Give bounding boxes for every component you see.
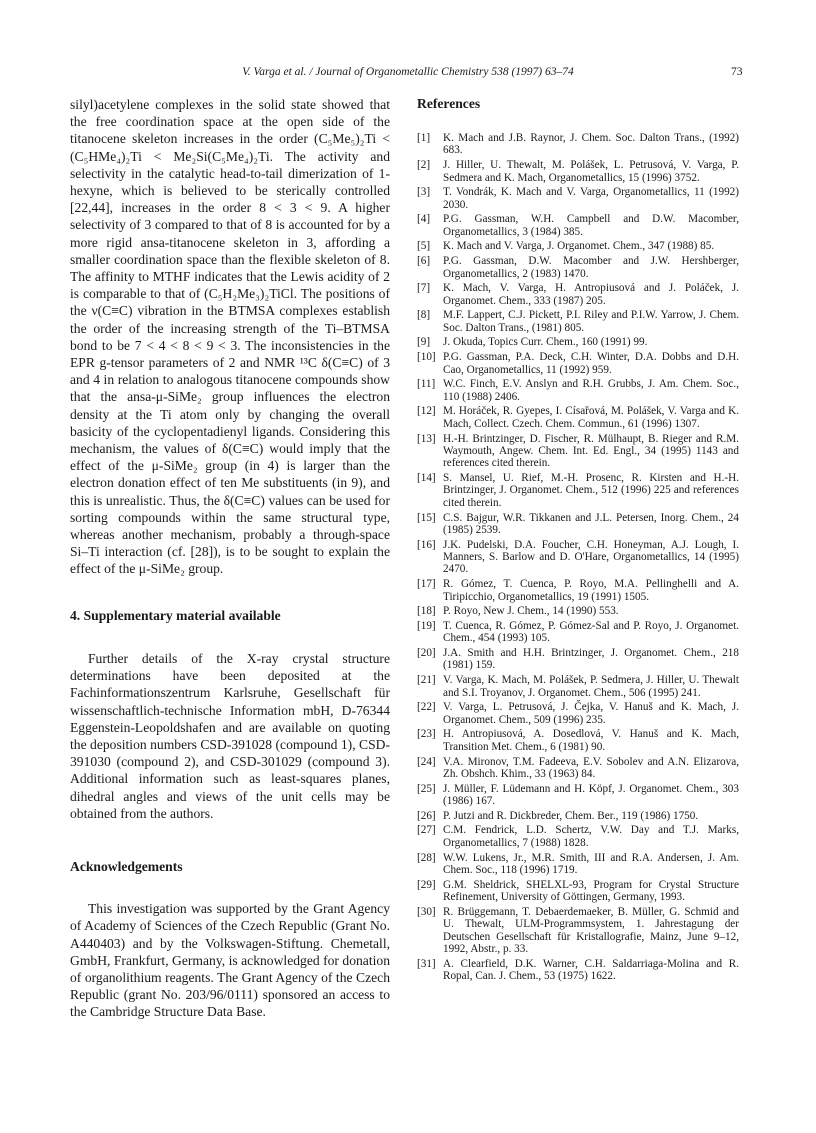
- supplementary-heading: 4. Supplementary material available: [70, 607, 281, 623]
- running-header: V. Varga et al. / Journal of Organometallic Chemistry 538 (1997) 63–74: [242, 66, 574, 78]
- reference-text: M. Horáček, R. Gyepes, I. Císařová, M. Polášek, V. Varga and K. Mach, Collect. Czech. Chem. Commun., 61 (1996) 1307.: [443, 405, 739, 430]
- reference-text: C.M. Fendrick, L.D. Schertz, V.W. Day and T.J. Marks, Organometallics, 7 (1988) 1828.: [443, 824, 739, 849]
- reference-text: V. Varga, L. Petrusová, J. Čejka, V. Hanuš and K. Mach, J. Organomet. Chem., 509 (1996) 235.: [443, 701, 739, 726]
- reference-item: [417, 282, 739, 307]
- reference-text: H. Antropiusová, A. Dosedlová, V. Hanuš and K. Mach, Transition Met. Chem., 6 (1981) 90.: [443, 728, 739, 753]
- reference-number: [4]: [417, 213, 431, 226]
- reference-number: [28]: [417, 851, 436, 864]
- references-column: [417, 96, 739, 985]
- reference-text: K. Mach and V. Varga, J. Organomet. Chem., 347 (1988) 85.: [443, 240, 715, 253]
- reference-item: [417, 906, 739, 956]
- reference-text: V. Varga, K. Mach, M. Polášek, P. Sedmera, J. Hiller, U. Thewalt and S.I. Troyanov, J. Organomet. Chem., 506 (1995) 241.: [443, 674, 739, 699]
- reference-item: [417, 186, 739, 211]
- reference-text: J. Okuda, Topics Curr. Chem., 160 (1991) 99.: [443, 336, 648, 349]
- reference-text: J. Hiller, U. Thewalt, M. Polášek, L. Petrusová, V. Varga, P. Sedmera and K. Mach, Organometallics, 15 (1996) 3752.: [443, 159, 739, 184]
- acknowledgements-paragraph: This investigation was supported by the Grant Agency of Academy of Sciences of the Czech Republic (Grant No. A440403) and by the Volkswagen-Stiftung. Chemetall, GmbH, Frankfurt, Germany, is acknowledged for donation of organolithium reagents. The Grant Agency of the Czech Republic (grant No. 203/96/0111) sponsored an access to the Cambridge Structure Data Base.: [70, 901, 390, 1020]
- reference-number: [26]: [417, 809, 436, 822]
- reference-number: [15]: [417, 511, 436, 524]
- reference-item: [417, 240, 739, 252]
- reference-number: [3]: [417, 186, 431, 199]
- reference-item: [417, 852, 739, 877]
- reference-text: P.G. Gassman, W.H. Campbell and D.W. Macomber, Organometallics, 3 (1984) 385.: [443, 213, 739, 238]
- reference-item: [417, 336, 739, 348]
- reference-number: [24]: [417, 755, 436, 768]
- reference-number: [12]: [417, 405, 436, 418]
- reference-text: P. Jutzi and R. Dickbreder, Chem. Ber., 119 (1986) 1750.: [443, 809, 699, 822]
- reference-text: R. Brüggemann, T. Debaerdemaeker, B. Müller, G. Schmid and U. Thewalt, ULM-Programmsystem, 1. Jahrestagung der Deutschen Gesellschaft für Kristallografie, Mainz, June 9–12, 1992, Abstr., p. 33.: [443, 905, 739, 955]
- reference-item: [417, 578, 739, 603]
- reference-number: [9]: [417, 336, 431, 349]
- reference-item: [417, 728, 739, 753]
- reference-item: [417, 378, 739, 403]
- references-heading: References: [417, 96, 481, 111]
- reference-text: T. Cuenca, R. Gómez, P. Gómez-Sal and P. Royo, J. Organomet. Chem., 454 (1993) 105.: [443, 619, 739, 645]
- reference-text: K. Mach and J.B. Raynor, J. Chem. Soc. Dalton Trans., (1992) 683.: [443, 132, 739, 157]
- reference-item: [417, 824, 739, 849]
- acknowledgements-heading: Acknowledgements: [70, 858, 183, 874]
- reference-number: [10]: [417, 351, 436, 364]
- reference-item: [417, 539, 739, 576]
- reference-number: [5]: [417, 240, 431, 253]
- reference-text: K. Mach, V. Varga, H. Antropiusová and J. Poláček, J. Organomet. Chem., 333 (1987) 205.: [443, 282, 739, 307]
- reference-number: [31]: [417, 957, 436, 970]
- reference-number: [14]: [417, 472, 436, 485]
- reference-item: [417, 472, 739, 509]
- reference-item: [417, 132, 739, 157]
- reference-text: M.F. Lappert, C.J. Pickett, P.I. Riley and P.I.W. Yarrow, J. Chem. Soc. Dalton Trans., (1981) 805.: [443, 309, 739, 334]
- reference-number: [2]: [417, 159, 431, 172]
- reference-item: [417, 647, 739, 672]
- reference-item: [417, 879, 739, 904]
- reference-text: P.G. Gassman, D.W. Macomber and J.W. Hershberger, Organometallics, 2 (1983) 1470.: [443, 255, 739, 280]
- reference-text: G.M. Sheldrick, SHELXL-93, Program for Crystal Structure Refinement, University of Göttingen, Germany, 1993.: [443, 878, 739, 904]
- reference-number: [30]: [417, 905, 436, 918]
- reference-item: [417, 783, 739, 808]
- reference-text: H.-H. Brintzinger, D. Fischer, R. Mülhaupt, B. Rieger and R.M. Waymouth, Angew. Chem. Int. Ed. Engl., 34 (1995) 1143 and references cited therein.: [443, 432, 739, 470]
- reference-text: P.G. Gassman, P.A. Deck, C.H. Winter, D.A. Dobbs and D.H. Cao, Organometallics, 11 (1992) 959.: [443, 351, 739, 376]
- reference-text: S. Mansel, U. Rief, M.-H. Prosenc, R. Kirsten and H.-H. Brintzinger, J. Organomet. Chem., 512 (1996) 225 and references cited therein.: [443, 472, 739, 509]
- reference-item: [417, 810, 739, 822]
- reference-item: [417, 159, 739, 184]
- reference-number: [18]: [417, 605, 436, 618]
- reference-text: W.C. Finch, E.V. Anslyn and R.H. Grubbs, J. Am. Chem. Soc., 110 (1988) 2406.: [443, 378, 739, 403]
- reference-item: [417, 351, 739, 376]
- reference-text: J. Müller, F. Lüdemann and H. Köpf, J. Organomet. Chem., 303 (1986) 167.: [443, 782, 739, 808]
- reference-number: [19]: [417, 619, 436, 632]
- reference-item: [417, 512, 739, 537]
- reference-number: [25]: [417, 782, 436, 795]
- reference-item: [417, 255, 739, 280]
- reference-item: [417, 958, 739, 983]
- reference-text: W.W. Lukens, Jr., M.R. Smith, III and R.A. Andersen, J. Am. Chem. Soc., 118 (1996) 1719.: [443, 851, 739, 876]
- reference-text: T. Vondrák, K. Mach and V. Varga, Organometallics, 11 (1992) 2030.: [443, 186, 739, 211]
- reference-text: P. Royo, New J. Chem., 14 (1990) 553.: [443, 605, 619, 618]
- reference-number: [11]: [417, 378, 436, 391]
- reference-number: [21]: [417, 674, 436, 687]
- reference-number: [17]: [417, 578, 436, 591]
- left-column: [70, 96, 390, 1021]
- reference-item: [417, 433, 739, 470]
- reference-item: [417, 620, 739, 645]
- reference-item: [417, 309, 739, 334]
- reference-item: [417, 213, 739, 238]
- reference-number: [16]: [417, 538, 436, 551]
- reference-number: [27]: [417, 824, 436, 837]
- reference-number: [20]: [417, 647, 436, 660]
- reference-number: [29]: [417, 878, 436, 891]
- reference-number: [23]: [417, 728, 436, 741]
- reference-text: R. Gómez, T. Cuenca, P. Royo, M.A. Pellinghelli and A. Tiripicchio, Organometallics, 19 (1991) 1505.: [443, 578, 739, 603]
- reference-number: [7]: [417, 282, 431, 295]
- reference-text: V.A. Mironov, T.M. Fadeeva, E.V. Sobolev and A.N. Elizarova, Zh. Obshch. Khim., 33 (1963) 84.: [443, 755, 739, 780]
- page-number: 73: [731, 66, 743, 78]
- reference-number: [6]: [417, 255, 431, 268]
- reference-text: J.K. Pudelski, D.A. Foucher, C.H. Honeyman, A.J. Lough, I. Manners, S. Barlow and D. O'Hare, Organometallics, 14 (1995) 2470.: [443, 538, 739, 576]
- reference-number: [13]: [417, 432, 436, 445]
- reference-item: [417, 405, 739, 430]
- reference-text: C.S. Bajgur, W.R. Tikkanen and J.L. Petersen, Inorg. Chem., 24 (1985) 2539.: [443, 511, 739, 536]
- reference-item: [417, 605, 739, 617]
- reference-list: [417, 132, 739, 983]
- reference-text: J.A. Smith and H.H. Brintzinger, J. Organomet. Chem., 218 (1981) 159.: [443, 647, 739, 672]
- reference-text: A. Clearfield, D.K. Warner, C.H. Saldarriaga-Molina and R. Ropal, Can. J. Chem., 53 (1975) 1622.: [443, 957, 739, 983]
- reference-item: [417, 674, 739, 699]
- discussion-paragraph: silyl)acetylene complexes in the solid state showed that the free coordination space at the open side of the titanocene skeleton increases in the order (C₅Me₅)₂Ti < (C₅HMe₄)₂Ti < Me₂Si(C₅Me₄)₂Ti. The activity and selectivity in the catalytic head-to-tail dimerization of 1-hexyne, which is believed to be sterically controlled [22,44], increases in the order 8 < 3 < 9. A higher selectivity of 3 compared to that of 8 is accounted for by a more rigid ansa-titanocene skeleton in 3, affording a smaller coordination space than the flexible skeleton of 8. The affinity to MTHF indicates that the Lewis acidity of 2 is comparable to that of (C₅H₂Me₃)₂TiCl. The positions of the ν(C≡C) vibration in the BTMSA complexes establish the order of the increasing strength of the Ti–BTMSA bond to be 7 < 4 < 8 < 9 < 3. The inconsistencies in the EPR g-tensor parameters of 2 and NMR ¹³C δ(C≡C) of 3 and 4 in relation to analogous titanocene compounds show that the ansa-μ-SiMe₂ group influences the electron density at the Ti atom only by changing the overall basicity of the cyclopentadienyl ligands. Considering this mechanism, the values of δ(C≡C) would imply that the effect of the μ-SiMe₂ group (in 4) is larger than the electron donation effect of ten Me substituents (in 9), and this is unrealistic. Thus, the δ(C≡C) values can be used for sorting compounds within the same structural type, whereas another mechanism, probably a through-space Si–Ti interaction (cf. [28]), is to be sought to explain the effect of the μ-SiMe₂ group.: [70, 97, 390, 577]
- reference-item: [417, 701, 739, 726]
- reference-number: [1]: [417, 132, 431, 144]
- reference-number: [8]: [417, 309, 431, 322]
- supplementary-paragraph: Further details of the X-ray crystal structure determinations have been deposited at the Fachinformationszentrum Karlsruhe, Gesellschaft für wissenschaftlich-technische Information mbH, D-76344 Eggenstein-Leopoldshafen and are available on quoting the deposition numbers CSD-391028 (compound 1), CSD-391030 (compound 2), and CSD-301029 (compound 3). Additional information such as least-squares planes, dihedral angles and views of the unit cells may be obtained from the authors.: [70, 650, 390, 821]
- reference-number: [22]: [417, 701, 436, 714]
- reference-item: [417, 756, 739, 781]
